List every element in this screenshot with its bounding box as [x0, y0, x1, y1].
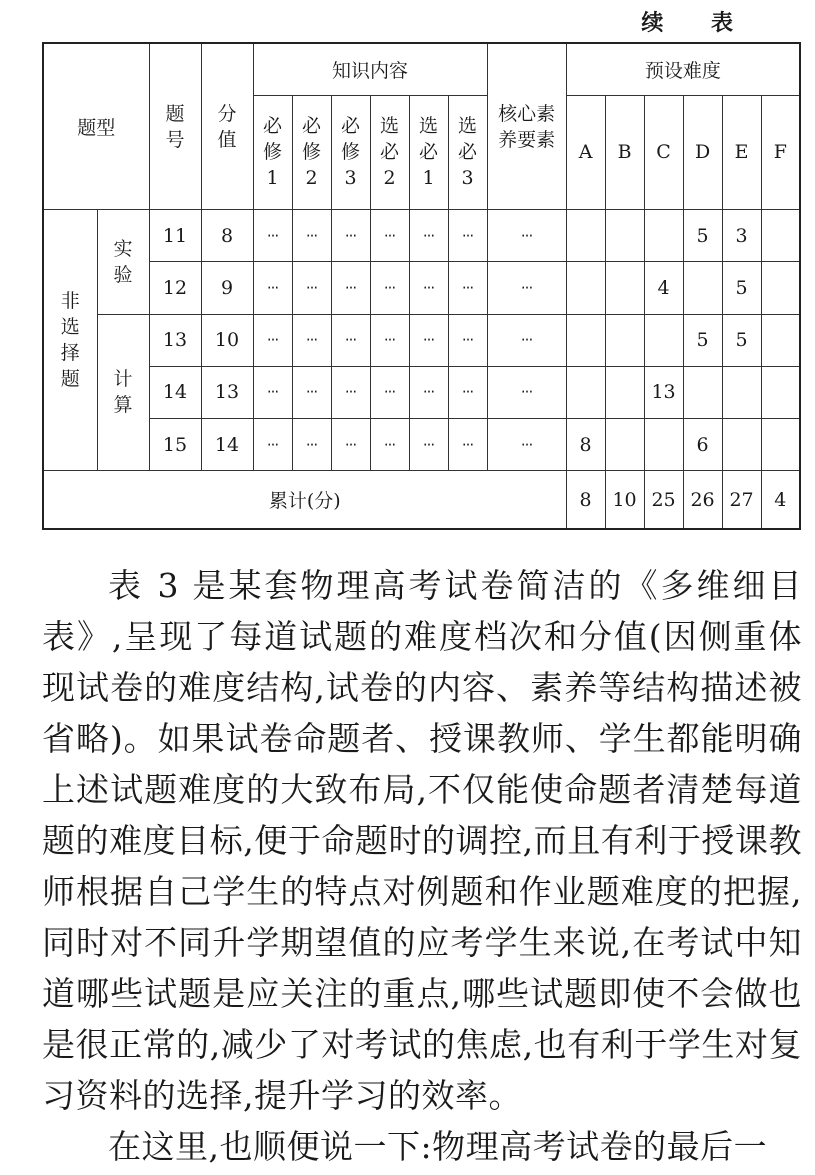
total-cell: 4 [761, 471, 800, 529]
knowledge-cell: ··· [253, 418, 292, 470]
subgroup-label-calculation: 计算 [97, 314, 149, 471]
continued-table-label: 续 表 [641, 10, 753, 36]
paragraph: 表 3 是某套物理高考试卷简洁的《多维细目表》,呈现了每道试题的难度档次和分值(因侧重体现试卷的难度结构,试卷的内容、素养等结构描述被省略)。如果试卷命题者、授课教师、学生都能明确上述试题难度的大致布局,不仅能使命题者清楚每道题的难度目标,便于命题时的调控,而且有利于授课教师根据自己学生的特点对例题和作业题难度的把握,同时对不同升学期望值的应考学生来说,在考试中知道哪些试题是应关注的重点,哪些试题即使不会做也是很正常的,减少了对考试的焦虑,也有利于学生对复习资料的选择,提升学习的效率。 [42, 566, 802, 1115]
question-score: 14 [201, 418, 253, 470]
question-score: 13 [201, 366, 253, 418]
difficulty-cell [761, 314, 800, 366]
difficulty-cell: 5 [683, 210, 722, 262]
total-cell: 27 [722, 471, 761, 529]
total-cell: 25 [644, 471, 683, 529]
knowledge-cell: ··· [448, 418, 487, 470]
table-row [43, 262, 800, 314]
knowledge-cell: ··· [448, 314, 487, 366]
knowledge-cell: ··· [370, 210, 409, 262]
knowledge-cell: ··· [370, 366, 409, 418]
knowledge-cell: ··· [448, 262, 487, 314]
knowledge-cell: ··· [409, 210, 448, 262]
difficulty-cell [644, 418, 683, 470]
knowledge-cell: ··· [331, 366, 370, 418]
difficulty-cell: 13 [644, 366, 683, 418]
header-question-number: 题号 [149, 43, 201, 210]
paragraph: 在这里,也顺便说一下:物理高考试卷的最后一 [108, 1127, 768, 1166]
header-question-type: 题型 [43, 43, 149, 210]
group-label-non-choice: 非选择题 [43, 210, 97, 471]
difficulty-cell: 8 [566, 418, 605, 470]
knowledge-cell: ··· [409, 418, 448, 470]
header-core-literacy: 核心素养要素 [487, 43, 566, 210]
specification-table [42, 42, 801, 530]
total-label: 累计(分) [43, 471, 566, 529]
knowledge-cell: ··· [370, 418, 409, 470]
header-difficulty-level: E [722, 95, 761, 209]
difficulty-cell: 3 [722, 210, 761, 262]
knowledge-cell: ··· [448, 366, 487, 418]
difficulty-cell: 5 [722, 314, 761, 366]
header-score: 分值 [201, 43, 253, 210]
knowledge-cell: ··· [331, 314, 370, 366]
knowledge-cell: ··· [292, 262, 331, 314]
table-row [43, 366, 800, 418]
knowledge-cell: ··· [292, 366, 331, 418]
knowledge-cell: ··· [448, 210, 487, 262]
difficulty-cell: 5 [722, 262, 761, 314]
question-number: 13 [149, 314, 201, 366]
header-knowledge-sub: 必修3 [331, 95, 370, 209]
knowledge-cell: ··· [331, 418, 370, 470]
difficulty-cell [722, 366, 761, 418]
difficulty-cell [605, 262, 644, 314]
difficulty-cell [683, 262, 722, 314]
difficulty-cell: 6 [683, 418, 722, 470]
question-number: 11 [149, 210, 201, 262]
question-number: 14 [149, 366, 201, 418]
difficulty-cell [761, 210, 800, 262]
table-row [43, 210, 800, 262]
knowledge-cell: ··· [409, 262, 448, 314]
difficulty-cell [722, 418, 761, 470]
header-difficulty-level: A [566, 95, 605, 209]
header-knowledge-sub: 必修1 [253, 95, 292, 209]
core-cell: ··· [487, 262, 566, 314]
header-preset-difficulty: 预设难度 [566, 43, 800, 95]
total-cell: 26 [683, 471, 722, 529]
knowledge-cell: ··· [370, 314, 409, 366]
knowledge-cell: ··· [253, 262, 292, 314]
question-number: 15 [149, 418, 201, 470]
difficulty-cell: 4 [644, 262, 683, 314]
core-cell: ··· [487, 314, 566, 366]
table-row [43, 314, 800, 366]
difficulty-cell [761, 418, 800, 470]
header-difficulty-level: D [683, 95, 722, 209]
knowledge-cell: ··· [292, 418, 331, 470]
total-cell: 10 [605, 471, 644, 529]
header-knowledge-sub: 必修2 [292, 95, 331, 209]
difficulty-cell [605, 418, 644, 470]
question-score: 9 [201, 262, 253, 314]
question-score: 10 [201, 314, 253, 366]
difficulty-cell [644, 314, 683, 366]
core-cell: ··· [487, 366, 566, 418]
header-knowledge-content: 知识内容 [253, 43, 487, 95]
knowledge-cell: ··· [409, 314, 448, 366]
difficulty-cell [761, 366, 800, 418]
total-row [43, 471, 800, 529]
difficulty-cell [644, 210, 683, 262]
header-difficulty-level: B [605, 95, 644, 209]
header-difficulty-level: C [644, 95, 683, 209]
difficulty-cell [566, 262, 605, 314]
knowledge-cell: ··· [292, 210, 331, 262]
difficulty-cell [605, 366, 644, 418]
total-cell: 8 [566, 471, 605, 529]
knowledge-cell: ··· [331, 262, 370, 314]
difficulty-cell [605, 314, 644, 366]
question-number: 12 [149, 262, 201, 314]
table-row [43, 418, 800, 470]
difficulty-cell [761, 262, 800, 314]
difficulty-cell [605, 210, 644, 262]
difficulty-cell: 5 [683, 314, 722, 366]
knowledge-cell: ··· [253, 366, 292, 418]
header-knowledge-sub: 选必1 [409, 95, 448, 209]
knowledge-cell: ··· [253, 210, 292, 262]
difficulty-cell [566, 210, 605, 262]
difficulty-cell [566, 314, 605, 366]
knowledge-cell: ··· [331, 210, 370, 262]
knowledge-cell: ··· [292, 314, 331, 366]
knowledge-cell: ··· [253, 314, 292, 366]
knowledge-cell: ··· [409, 366, 448, 418]
question-score: 8 [201, 210, 253, 262]
subgroup-label-experiment: 实验 [97, 210, 149, 314]
difficulty-cell [566, 366, 605, 418]
header-knowledge-sub: 选必2 [370, 95, 409, 209]
knowledge-cell: ··· [370, 262, 409, 314]
core-cell: ··· [487, 418, 566, 470]
difficulty-cell [683, 366, 722, 418]
header-knowledge-sub: 选必3 [448, 95, 487, 209]
core-cell: ··· [487, 210, 566, 262]
body-text [42, 560, 802, 1172]
header-difficulty-level: F [761, 95, 800, 209]
